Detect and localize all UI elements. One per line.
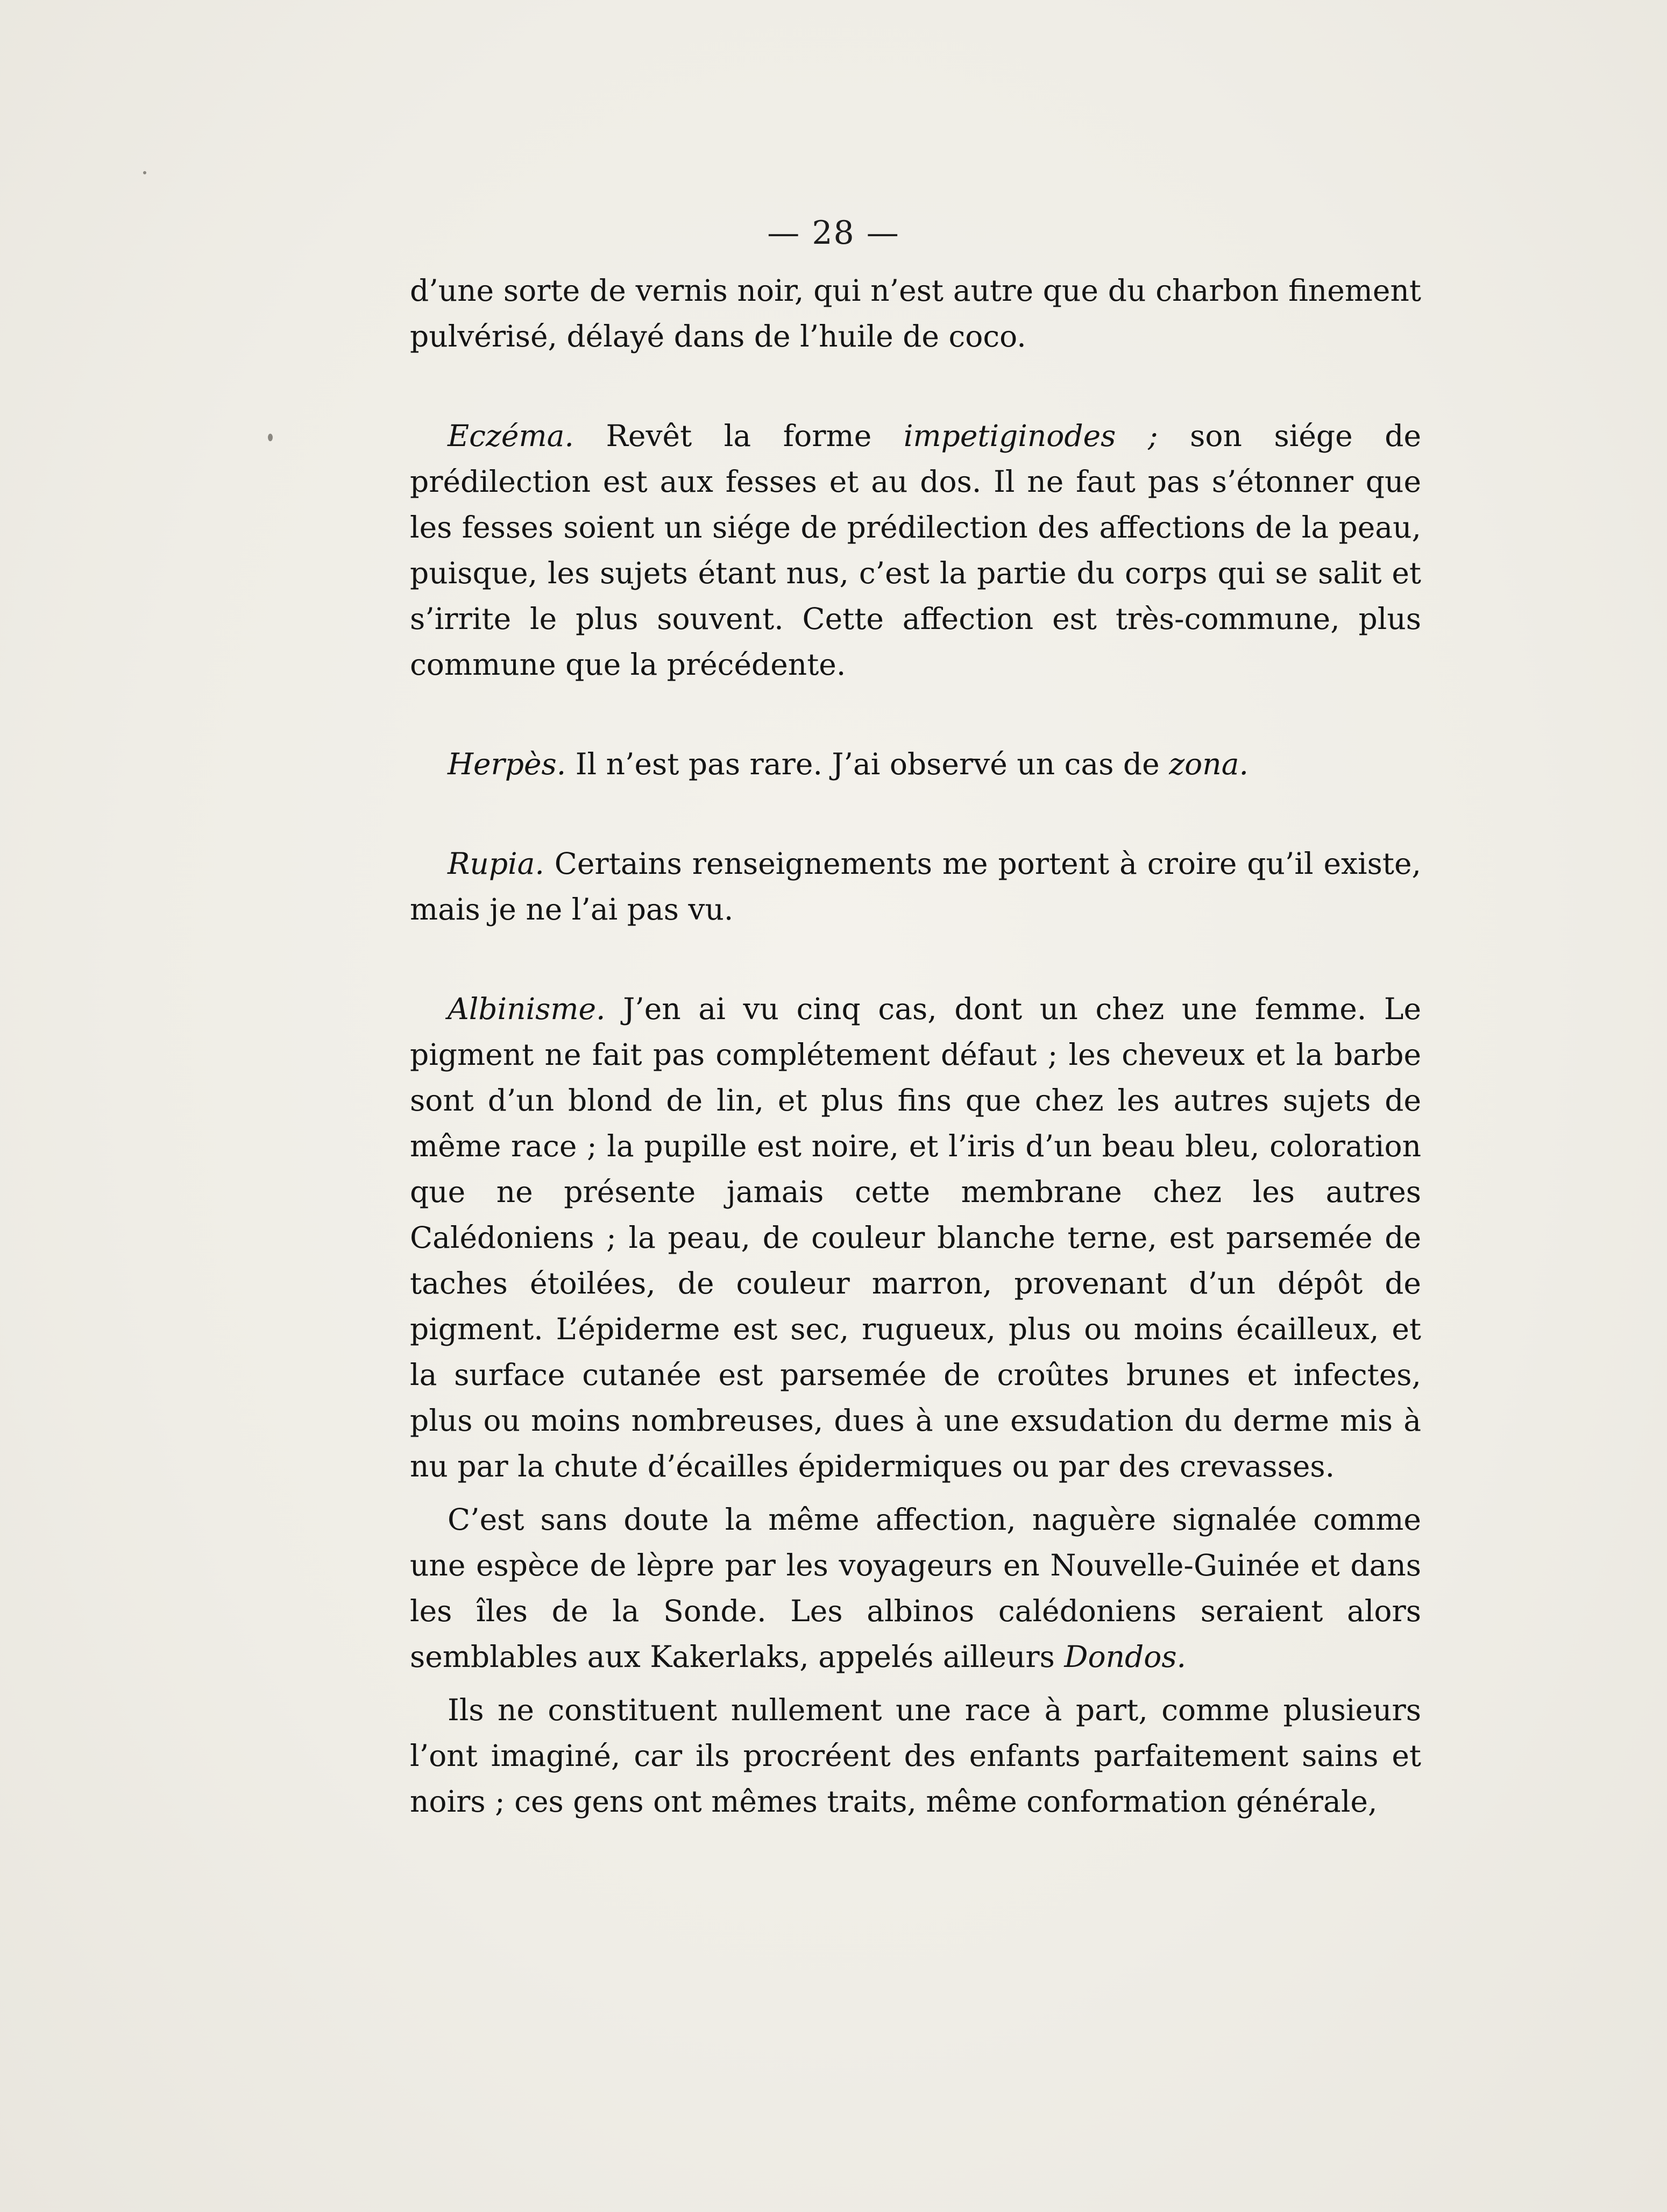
body-text xyxy=(410,268,1421,1825)
paragraph-herpes xyxy=(410,741,1421,787)
paragraph-eczema xyxy=(410,413,1421,688)
italic-text: Dondos. xyxy=(1064,1639,1187,1674)
entry-term: Herpès. xyxy=(448,747,566,781)
entry-term: Rupia. xyxy=(448,846,544,881)
paragraph-text: Revêt la forme xyxy=(573,419,904,453)
paragraph-text: Il n’est pas rare. J’ai observé un cas de xyxy=(566,747,1169,781)
entry-term: Eczéma. xyxy=(448,419,574,453)
paragraph-lepre xyxy=(410,1497,1421,1680)
paragraph-text: son siége de prédilection est aux fesses et au dos. Il ne faut pas s’étonner que les fesses soient un siége de prédilection des affections de la peau, puisque, les sujets étant nus, c’est la partie du corps qui se salit et s’irrite le plus souvent. Cette affection est très-commune, plus commune que la précédente. xyxy=(410,419,1421,682)
paragraph-continuation xyxy=(410,268,1421,359)
italic-text: zona. xyxy=(1169,747,1249,781)
paper-speck xyxy=(143,171,146,174)
paragraph-rupia xyxy=(410,841,1421,932)
paragraph-text: d’une sorte de vernis noir, qui n’est autre que du charbon finement pulvérisé, délayé dans de l’huile de coco. xyxy=(410,273,1421,354)
paragraph-text: Ils ne constituent nullement une race à part, comme plusieurs l’ont imaginé, car ils procréent des enfants parfaitement sains et noirs ; ces gens ont mêmes traits, même conformation générale, xyxy=(410,1693,1421,1819)
paragraph-text: C’est sans doute la même affection, naguère signalée comme une espèce de lèpre par les voyageurs en Nouvelle-Guinée et dans les îles de la Sonde. Les albinos calédoniens seraient alors semblables aux Kakerlaks, appelés ailleurs xyxy=(410,1502,1421,1674)
paragraph-text: Certains renseignements me portent à croire qu’il existe, mais je ne l’ai pas vu. xyxy=(410,846,1421,927)
entry-term: Albinisme. xyxy=(448,992,606,1026)
italic-text: impetiginodes ; xyxy=(903,419,1158,453)
paragraph-albinisme xyxy=(410,986,1421,1489)
paper-speck xyxy=(268,434,273,441)
paragraph-text: J’en ai vu cinq cas, dont un chez une femme. Le pigment ne fait pas complétement défaut ; les cheveux et la barbe sont d’un blond de lin, et plus fins que chez les autres sujets de même race ; la pupille est noire, et l’iris d’un beau bleu, coloration que ne présente jamais cette membrane chez les autres Calédoniens ; la peau, de couleur blanche terne, est parsemée de taches étoilées, de couleur marron, provenant d’un dépôt de pigment. L’épiderme est sec, rugueux, plus ou moins écailleux, et la surface cutanée est parsemée de croûtes brunes et infectes, plus ou moins nombreuses, dues à une exsudation du derme mis à nu par la chute d’écailles épidermiques ou par des crevasses. xyxy=(410,992,1421,1483)
page-number: — 28 — xyxy=(767,214,900,252)
paragraph-race xyxy=(410,1687,1421,1825)
